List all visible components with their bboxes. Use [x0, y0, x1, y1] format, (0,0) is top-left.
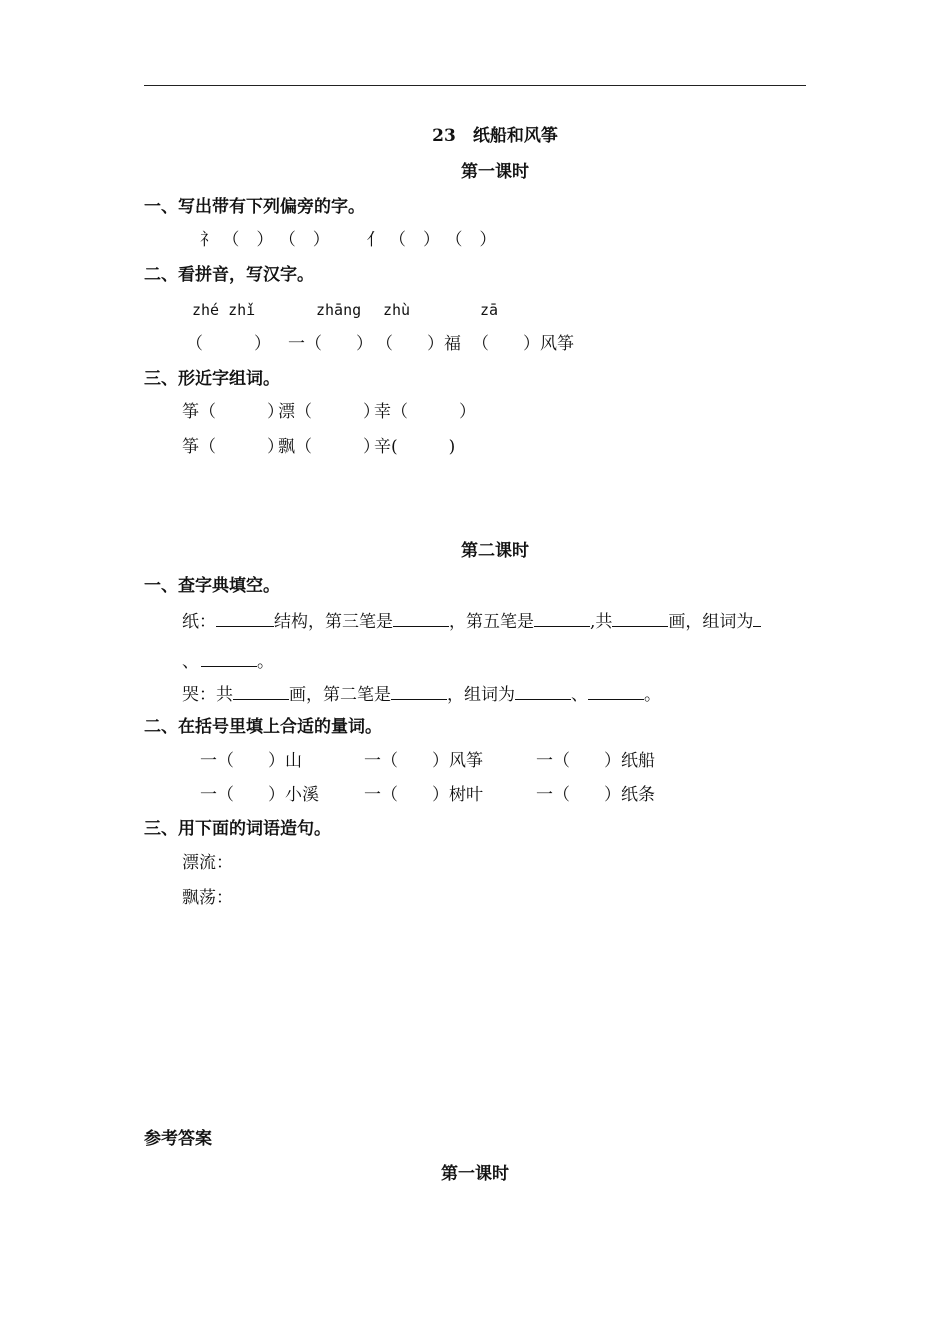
- pinyin-1: zhé zhǐ: [192, 301, 256, 319]
- paren-blank: 一（ ）: [200, 785, 285, 805]
- sentence-word-1: 漂流：: [182, 853, 233, 873]
- sentence-word-2: 飘荡：: [182, 888, 233, 908]
- paren-blank: 一（ ）: [364, 785, 449, 805]
- paren-blank: （ ）: [445, 230, 497, 250]
- header-rule: [144, 85, 806, 86]
- paren-blank: （ ）: [389, 230, 441, 250]
- measure-3b: [536, 785, 655, 805]
- text-strokes: 画，组词为: [668, 612, 754, 632]
- lesson-title: 23 纸船和风筝: [432, 126, 558, 146]
- paren-blank: 一（ ）: [536, 785, 621, 805]
- dict-row-zhi: [182, 610, 761, 632]
- text-sep: 、: [182, 652, 199, 672]
- measure-2b: [364, 785, 483, 805]
- measure-1b: [200, 785, 319, 805]
- blank-line: [233, 683, 289, 700]
- text-total: ,共: [590, 612, 613, 632]
- measure-noun: 山: [285, 751, 302, 771]
- text-second-stroke: 画，第二笔是: [289, 685, 391, 705]
- measure-1a: [200, 751, 302, 771]
- text-end: 。: [644, 685, 661, 705]
- text-structure: 结构，第三笔是: [274, 612, 393, 632]
- word-fengzheng: 风筝: [540, 334, 574, 354]
- char-fu: 福: [444, 334, 461, 354]
- lesson1-q3-title: 三、形近字组词。: [144, 369, 280, 389]
- lesson2-q2-title: 二、在括号里填上合适的量词。: [144, 717, 382, 737]
- blank-line: [534, 610, 590, 627]
- pinyin-answer-2: 一（ ）: [288, 334, 373, 354]
- similar-2b: 飘（ ）: [278, 437, 380, 457]
- answers-heading: 第一课时: [441, 1164, 509, 1184]
- measure-noun: 树叶: [449, 785, 483, 805]
- pinyin-4: zā: [480, 301, 499, 319]
- similar-2a: 漂（ ）: [278, 402, 380, 422]
- paren-blank: 一（ ）: [536, 751, 621, 771]
- dict-row-ku: [182, 683, 661, 705]
- measure-noun: 纸条: [621, 785, 655, 805]
- dict-row-zhi-cont: [182, 650, 274, 672]
- lesson2-q1-title: 一、查字典填空。: [144, 576, 280, 596]
- radical-shi: 礻: [200, 230, 217, 250]
- blank-line: [393, 610, 449, 627]
- paren-blank: （ ）: [222, 230, 274, 250]
- measure-noun: 纸船: [621, 751, 655, 771]
- text-sep: 、: [571, 685, 588, 705]
- paren-blank: （ ）: [376, 334, 444, 354]
- similar-1a: 筝（ ）: [182, 402, 284, 422]
- blank-line: [201, 650, 257, 667]
- pinyin-3: zhù: [383, 301, 411, 319]
- paren-blank: 一（ ）: [200, 751, 285, 771]
- blank-line: [612, 610, 668, 627]
- similar-3a: 幸（ ）: [374, 402, 476, 422]
- blank-line: [391, 683, 447, 700]
- lesson1-q1-row: [200, 230, 496, 250]
- blank-line: [515, 683, 571, 700]
- similar-1b: 筝（ ）: [182, 437, 284, 457]
- text-fifth-stroke: ，第五笔是: [449, 612, 534, 632]
- pinyin-answer-4: [472, 334, 574, 354]
- pinyin-answer-1: （ ）: [186, 334, 271, 354]
- radical-ren: 亻: [366, 230, 384, 250]
- similar-3b: 辛( ): [374, 437, 456, 457]
- measure-2a: [364, 751, 483, 771]
- paren-blank: （ ）: [472, 334, 540, 354]
- pinyin-2: zhāng: [316, 301, 362, 319]
- lesson1-heading: 第一课时: [461, 162, 529, 182]
- lesson2-q3-title: 三、用下面的词语造句。: [144, 819, 331, 839]
- char-zhi: 纸：: [182, 612, 216, 632]
- lesson2-heading: 第二课时: [461, 541, 529, 561]
- measure-noun: 小溪: [285, 785, 319, 805]
- text-words: ，组词为: [447, 685, 515, 705]
- paren-blank: 一（ ）: [364, 751, 449, 771]
- measure-noun: 风筝: [449, 751, 483, 771]
- lesson1-q2-title: 二、看拼音，写汉字。: [144, 265, 314, 285]
- lesson1-q1-title: 一、写出带有下列偏旁的字。: [144, 197, 365, 217]
- answers-title: 参考答案: [144, 1129, 212, 1149]
- blank-line: [588, 683, 644, 700]
- text-end: 。: [257, 652, 274, 672]
- pinyin-answer-3: [376, 334, 461, 354]
- char-ku: 哭：共: [182, 685, 233, 705]
- paren-blank: （ ）: [278, 230, 330, 250]
- blank-line: [753, 610, 761, 627]
- measure-3a: [536, 751, 655, 771]
- blank-line: [216, 610, 274, 627]
